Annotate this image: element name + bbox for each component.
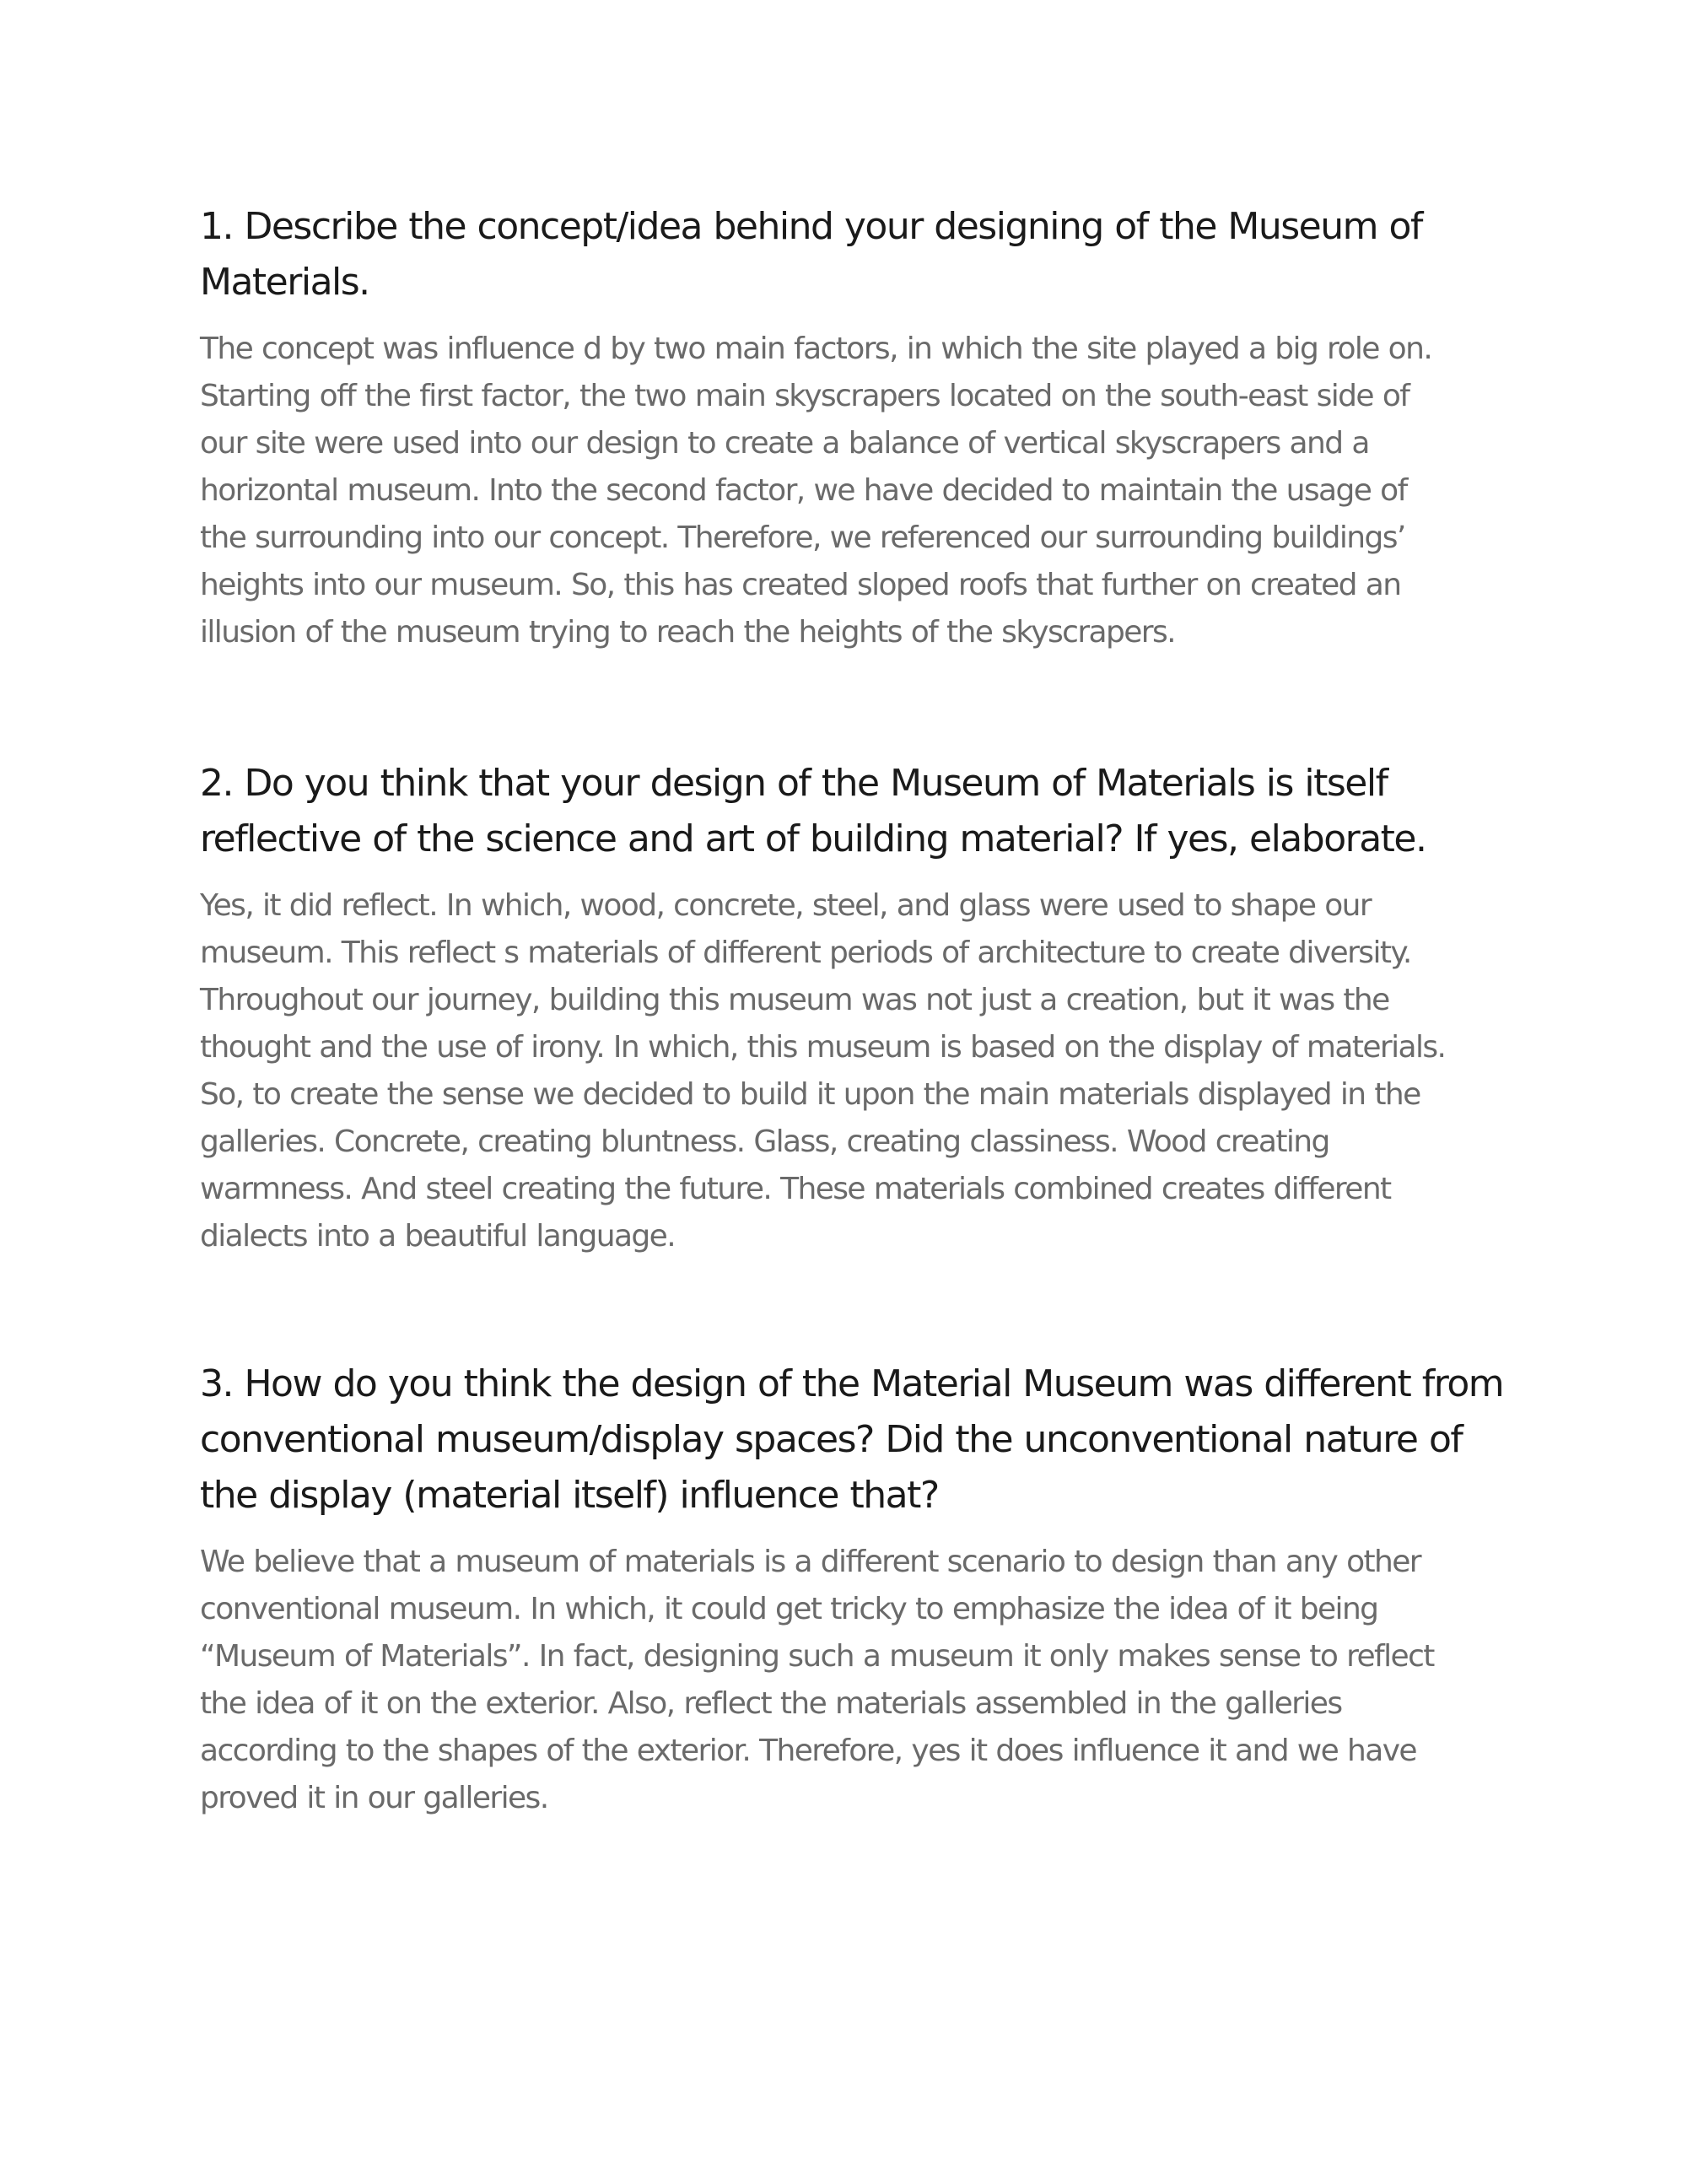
question-line: 1. Describe the concept/idea behind your designing of the Museum of	[200, 205, 1422, 248]
answer-line: Throughout our journey, building this museum was not just a creation, but it was the	[200, 983, 1389, 1017]
question-line: 3. How do you think the design of the Material Museum was different from	[200, 1362, 1504, 1405]
answer-line: the idea of it on the exterior. Also, reflect the materials assembled in the galleries	[200, 1686, 1342, 1721]
question-heading	[200, 1356, 1516, 1523]
answer-line: our site were used into our design to create a balance of vertical skyscrapers and a	[200, 426, 1369, 461]
answer-line: illusion of the museum trying to reach the heights of the skyscrapers.	[200, 615, 1176, 650]
answer-line: Starting off the first factor, the two main skyscrapers located on the south-east side of	[200, 379, 1409, 413]
answer-paragraph	[200, 326, 1516, 656]
answer-line: warmness. And steel creating the future. These materials combined creates different	[200, 1172, 1391, 1206]
answer-line: galleries. Concrete, creating bluntness. Glass, creating classiness. Wood creating	[200, 1124, 1329, 1159]
question-heading	[200, 756, 1516, 867]
answer-line: museum. This reflect s materials of different periods of architecture to create diversity.	[200, 936, 1411, 970]
question-line: Materials.	[200, 261, 369, 304]
answer-paragraph	[200, 1539, 1516, 1822]
answer-line: according to the shapes of the exterior. Therefore, yes it does influence it and we have	[200, 1734, 1416, 1768]
answer-line: thought and the use of irony. In which, this museum is based on the display of materials.	[200, 1030, 1446, 1065]
question-line: 2. Do you think that your design of the Museum of Materials is itself	[200, 762, 1388, 805]
answer-line: heights into our museum. So, this has created sloped roofs that further on created an	[200, 568, 1401, 602]
answer-line: the surrounding into our concept. Therefore, we referenced our surrounding buildings’	[200, 520, 1405, 555]
question-heading	[200, 199, 1516, 310]
answer-line: We believe that a museum of materials is a different scenario to design than any other	[200, 1545, 1420, 1579]
answer-line: conventional museum. In which, it could get tricky to emphasize the idea of it being	[200, 1592, 1378, 1626]
question-line: the display (material itself) influence that?	[200, 1474, 939, 1517]
question-section-1	[200, 199, 1516, 656]
question-line: reflective of the science and art of building material? If yes, elaborate.	[200, 817, 1426, 860]
question-line: conventional museum/display spaces? Did the unconventional nature of	[200, 1418, 1463, 1461]
answer-line: “Museum of Materials”. In fact, designing such a museum it only makes sense to reflect	[200, 1639, 1434, 1674]
question-section-2	[200, 756, 1516, 1260]
answer-line: proved it in our galleries.	[200, 1781, 548, 1815]
answer-line: So, to create the sense we decided to build it upon the main materials displayed in the	[200, 1077, 1420, 1112]
answer-line: Yes, it did reflect. In which, wood, concrete, steel, and glass were used to shape our	[200, 888, 1372, 923]
answer-paragraph	[200, 882, 1516, 1260]
answer-line: horizontal museum. Into the second factor, we have decided to maintain the usage of	[200, 473, 1407, 508]
answer-line: The concept was influence d by two main factors, in which the site played a big role on.	[200, 332, 1432, 366]
question-section-3	[200, 1356, 1516, 1822]
answer-line: dialects into a beautiful language.	[200, 1219, 676, 1254]
